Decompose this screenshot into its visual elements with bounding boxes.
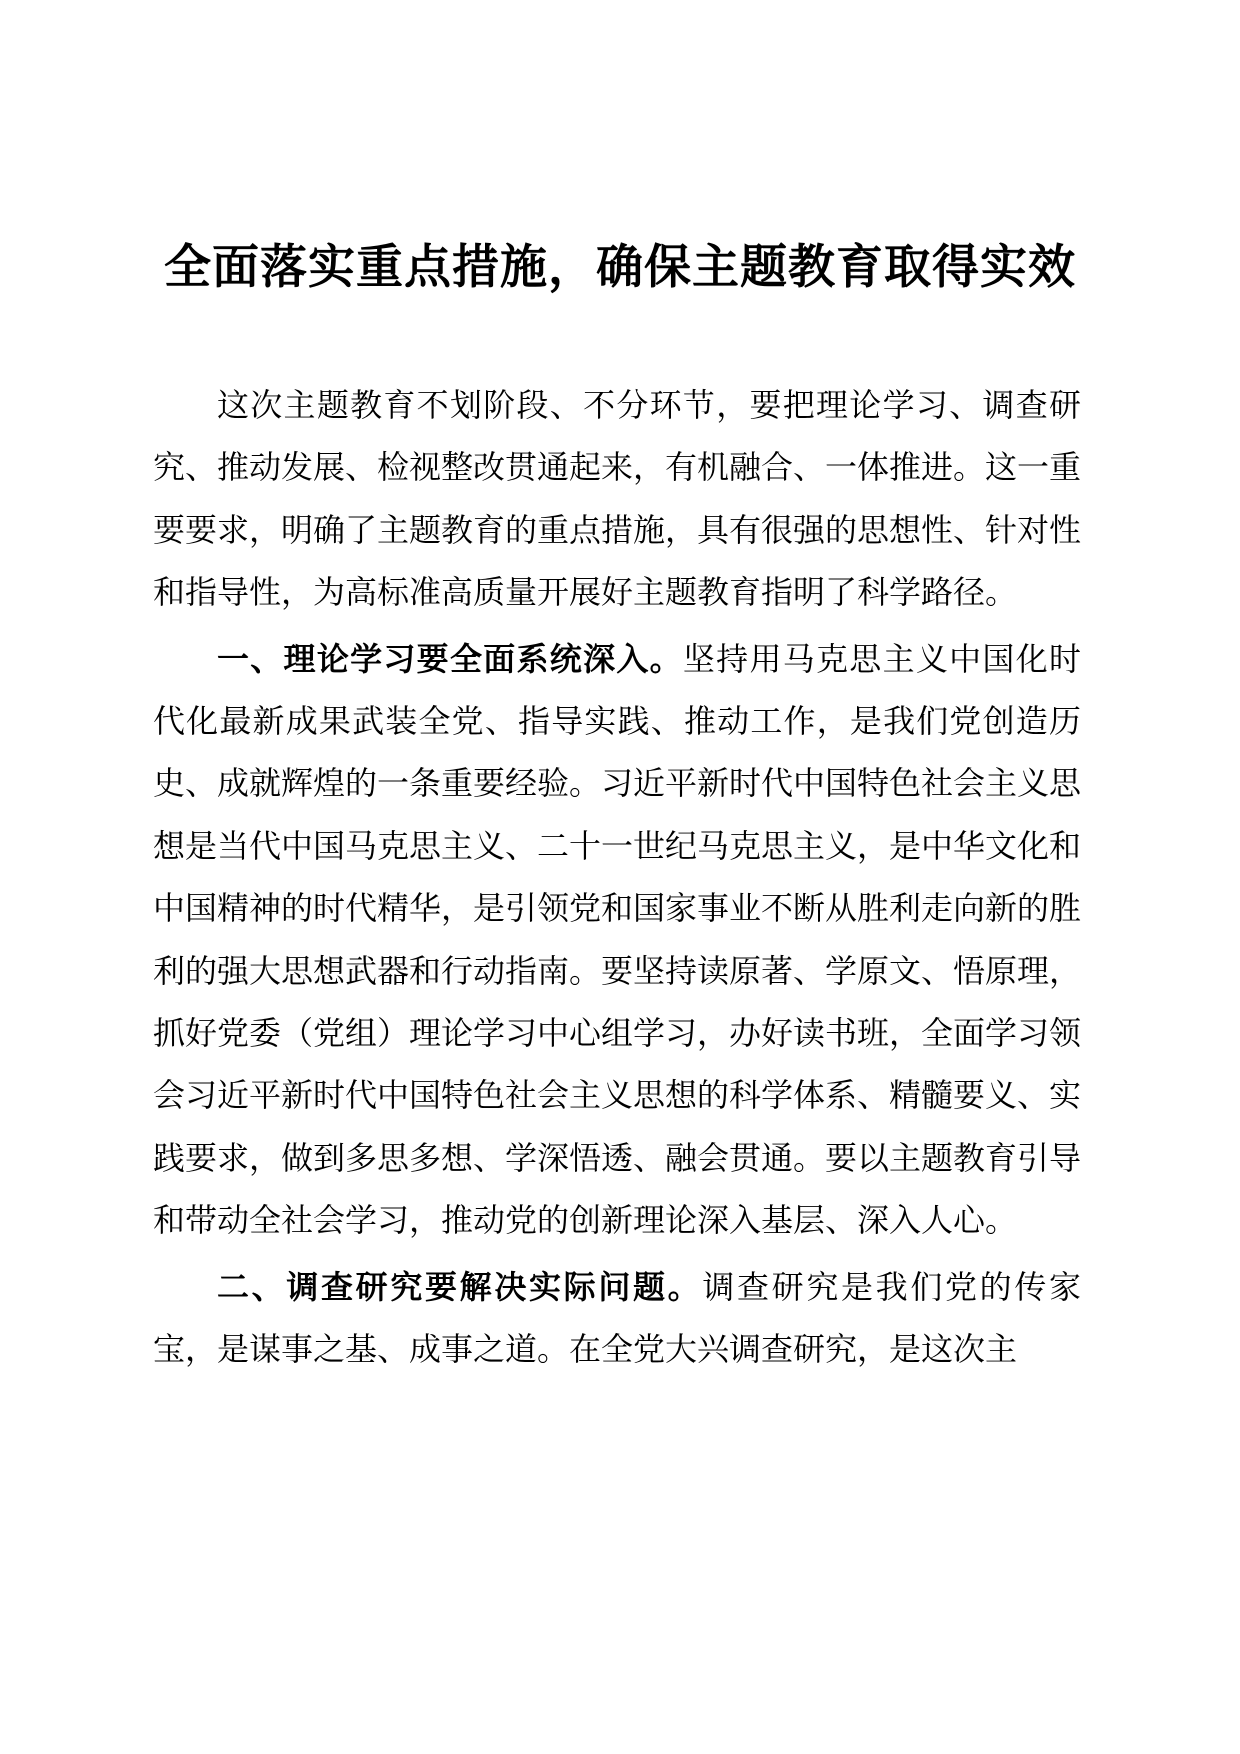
- section-heading-1: 一、理论学习要全面系统深入。: [217, 639, 683, 678]
- section-heading-2: 二、调查研究要解决实际问题。: [217, 1267, 703, 1306]
- document-body: [153, 374, 1081, 1385]
- intro-paragraph: 这次主题教育不划阶段、不分环节，要把理论学习、调查研究、推动发展、检视整改贯通起来，有机融合、一体推进。这一重要要求，明确了主题教育的重点措施，具有很强的思想性、针对性和指导性，为高标准高质量开展好主题教育指明了科学路径。: [153, 386, 1082, 612]
- document-title: 全面落实重点措施，确保主题教育取得实效: [164, 240, 1076, 295]
- section-paragraph-1: [153, 628, 1081, 1252]
- section-text-1: 坚持用马克思主义中国化时代化最新成果武装全党、指导实践、推动工作，是我们党创造历史、成就辉煌的一条重要经验。习近平新时代中国特色社会主义思想是当代中国马克思主义、二十一世纪马克思主义，是中华文化和中国精神的时代精华，是引领党和国家事业不断从胜利走向新的胜利的强大思想武器和行动指南。要坚持读原著、学原文、悟原理， 抓好党委（党组）理论学习中心组学习，办好读书班，全面学习领会习近平新时代中国特色社会主义思想的科学体系、精髓要义、实践要求，做到多思多想、学深悟透、融会贯通。要以主题教育引导和带动全社会学习，推动党的创新理论深入基层、深入人心。: [153, 639, 1082, 1240]
- section-text-2: 调查研究是我们党的传家宝，是谋事之基、成事之道。在全党大兴调查研究，是这次主: [153, 1267, 1081, 1369]
- section-paragraph-2: [153, 1256, 1081, 1381]
